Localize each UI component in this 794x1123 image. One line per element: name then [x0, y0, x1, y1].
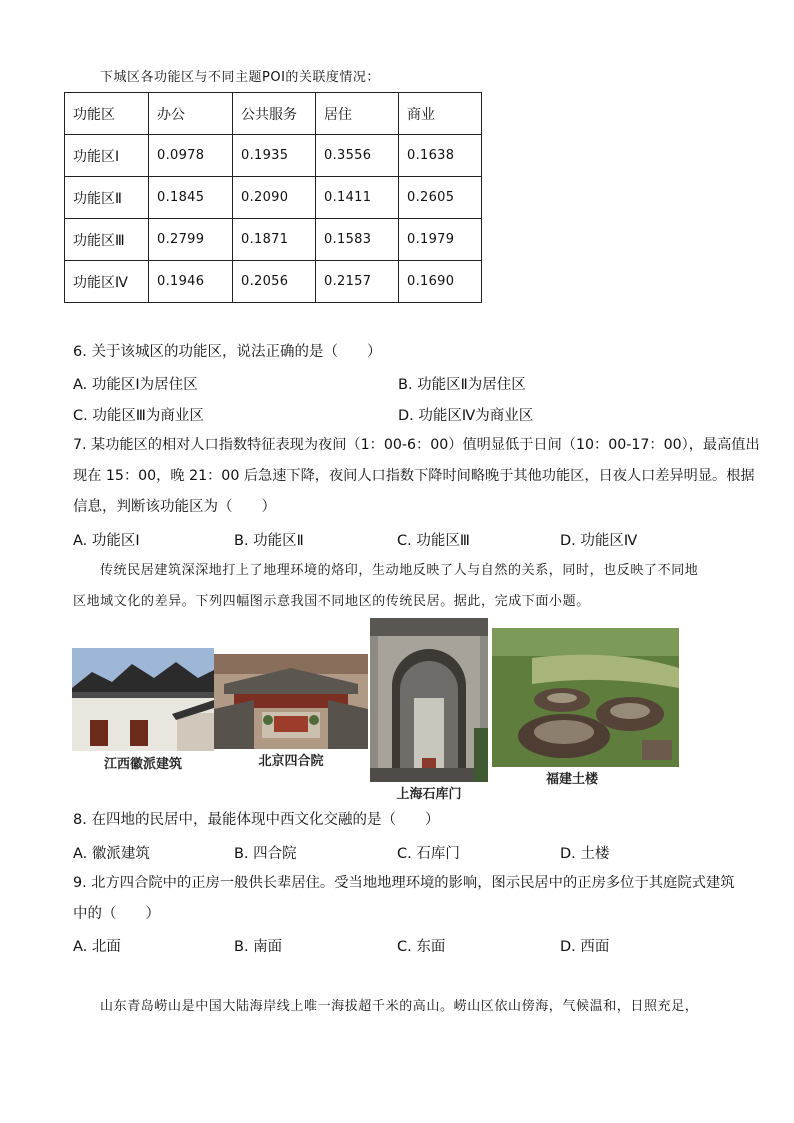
header-cell: 公共服务 [233, 93, 316, 135]
table-cell: 功能区Ⅱ [65, 177, 149, 219]
table-header-row [65, 93, 482, 135]
question-7-option-d: D. 功能区Ⅳ [560, 533, 638, 549]
table-cell: 0.2157 [316, 261, 399, 303]
question-7-option-b: B. 功能区Ⅱ [234, 533, 304, 549]
question-6-option-b: B. 功能区Ⅱ为居住区 [398, 377, 526, 393]
table-row [65, 219, 482, 261]
header-cell: 功能区 [65, 93, 149, 135]
question-7-line-2: 现在 15：00，晚 21：00 后急速下降，夜间人口指数下降时间略晚于其他功能区，日夜人口差异明显。根据 [73, 468, 755, 484]
passage-3-line-1: 山东青岛崂山是中国大陆海岸线上唯一海拔超千米的高山。崂山区依山傍海，气候温和，日照充足， [100, 999, 699, 1014]
question-8-stem: 8. 在四地的民居中，最能体现中西文化交融的是（ ） [73, 812, 440, 828]
table-cell: 0.1946 [149, 261, 233, 303]
table-row [65, 261, 482, 303]
header-cell: 办公 [149, 93, 233, 135]
siheyuan-caption: 北京四合院 [258, 754, 324, 769]
header-cell: 商业 [399, 93, 482, 135]
question-9-option-a: A. 北面 [73, 939, 121, 955]
question-9-option-c: C. 东面 [397, 939, 446, 955]
table-row [65, 135, 482, 177]
shikumen-caption: 上海石库门 [396, 787, 462, 802]
passage-line-1: 传统民居建筑深深地打上了地理环境的烙印，生动地反映了人与自然的关系，同时，也反映了不同地 [100, 563, 699, 578]
question-6-stem: 6. 关于该城区的功能区，说法正确的是（ ） [73, 344, 382, 360]
table-cell: 0.3556 [316, 135, 399, 177]
passage-line-2: 区地域文化的差异。下列四幅图示意我国不同地区的传统民居。据此，完成下面小题。 [73, 594, 590, 609]
header-cell: 居住 [316, 93, 399, 135]
question-9-option-b: B. 南面 [234, 939, 283, 955]
table-cell: 0.2056 [233, 261, 316, 303]
question-7-option-c: C. 功能区Ⅲ [397, 533, 470, 549]
question-9-line-1: 9. 北方四合院中的正房一般供长辈居住。受当地地理环境的影响，图示民居中的正房多位于其庭院式建筑 [73, 875, 735, 891]
question-8-option-b: B. 四合院 [234, 846, 297, 862]
question-9-line-2: 中的（ ） [73, 906, 160, 922]
table-row [65, 177, 482, 219]
huipai-caption: 江西徽派建筑 [103, 757, 182, 772]
question-8-option-d: D. 土楼 [560, 846, 610, 862]
table-cell: 0.1845 [149, 177, 233, 219]
table-cell: 0.1638 [399, 135, 482, 177]
question-8-option-a: A. 徽派建筑 [73, 846, 150, 862]
table-cell: 0.0978 [149, 135, 233, 177]
table-cell: 功能区Ⅰ [65, 135, 149, 177]
shikumen-gate-photo [370, 618, 488, 782]
poi-table [64, 92, 482, 303]
question-7-option-a: A. 功能区Ⅰ [73, 533, 140, 549]
table-cell: 0.1979 [399, 219, 482, 261]
table-cell: 功能区Ⅲ [65, 219, 149, 261]
table-cell: 0.2090 [233, 177, 316, 219]
question-6-option-a: A. 功能区Ⅰ为居住区 [73, 377, 198, 393]
table-cell: 0.1583 [316, 219, 399, 261]
table-cell: 0.1935 [233, 135, 316, 177]
table-cell: 0.1411 [316, 177, 399, 219]
question-7-line-1: 7. 某功能区的相对人口指数特征表现为夜间（1：00-6：00）值明显低于日间（10：00-17：00），最高值出 [73, 437, 760, 453]
huipai-building-photo [72, 648, 214, 751]
table-cell: 0.1871 [233, 219, 316, 261]
tulou-caption: 福建土楼 [545, 772, 598, 787]
question-7-line-3: 信息，判断该功能区为（ ） [73, 499, 276, 515]
tulou-photo [492, 628, 679, 767]
table-cell: 0.1690 [399, 261, 482, 303]
table-cell: 功能区Ⅳ [65, 261, 149, 303]
table-cell: 0.2799 [149, 219, 233, 261]
table-intro: 下城区各功能区与不同主题POI的关联度情况： [100, 70, 380, 85]
table-cell: 0.2605 [399, 177, 482, 219]
question-6-option-c: C. 功能区Ⅲ为商业区 [73, 408, 204, 424]
question-8-option-c: C. 石库门 [397, 846, 460, 862]
question-9-option-d: D. 西面 [560, 939, 610, 955]
question-6-option-d: D. 功能区Ⅳ为商业区 [398, 408, 534, 424]
siheyuan-model-photo [214, 654, 368, 749]
